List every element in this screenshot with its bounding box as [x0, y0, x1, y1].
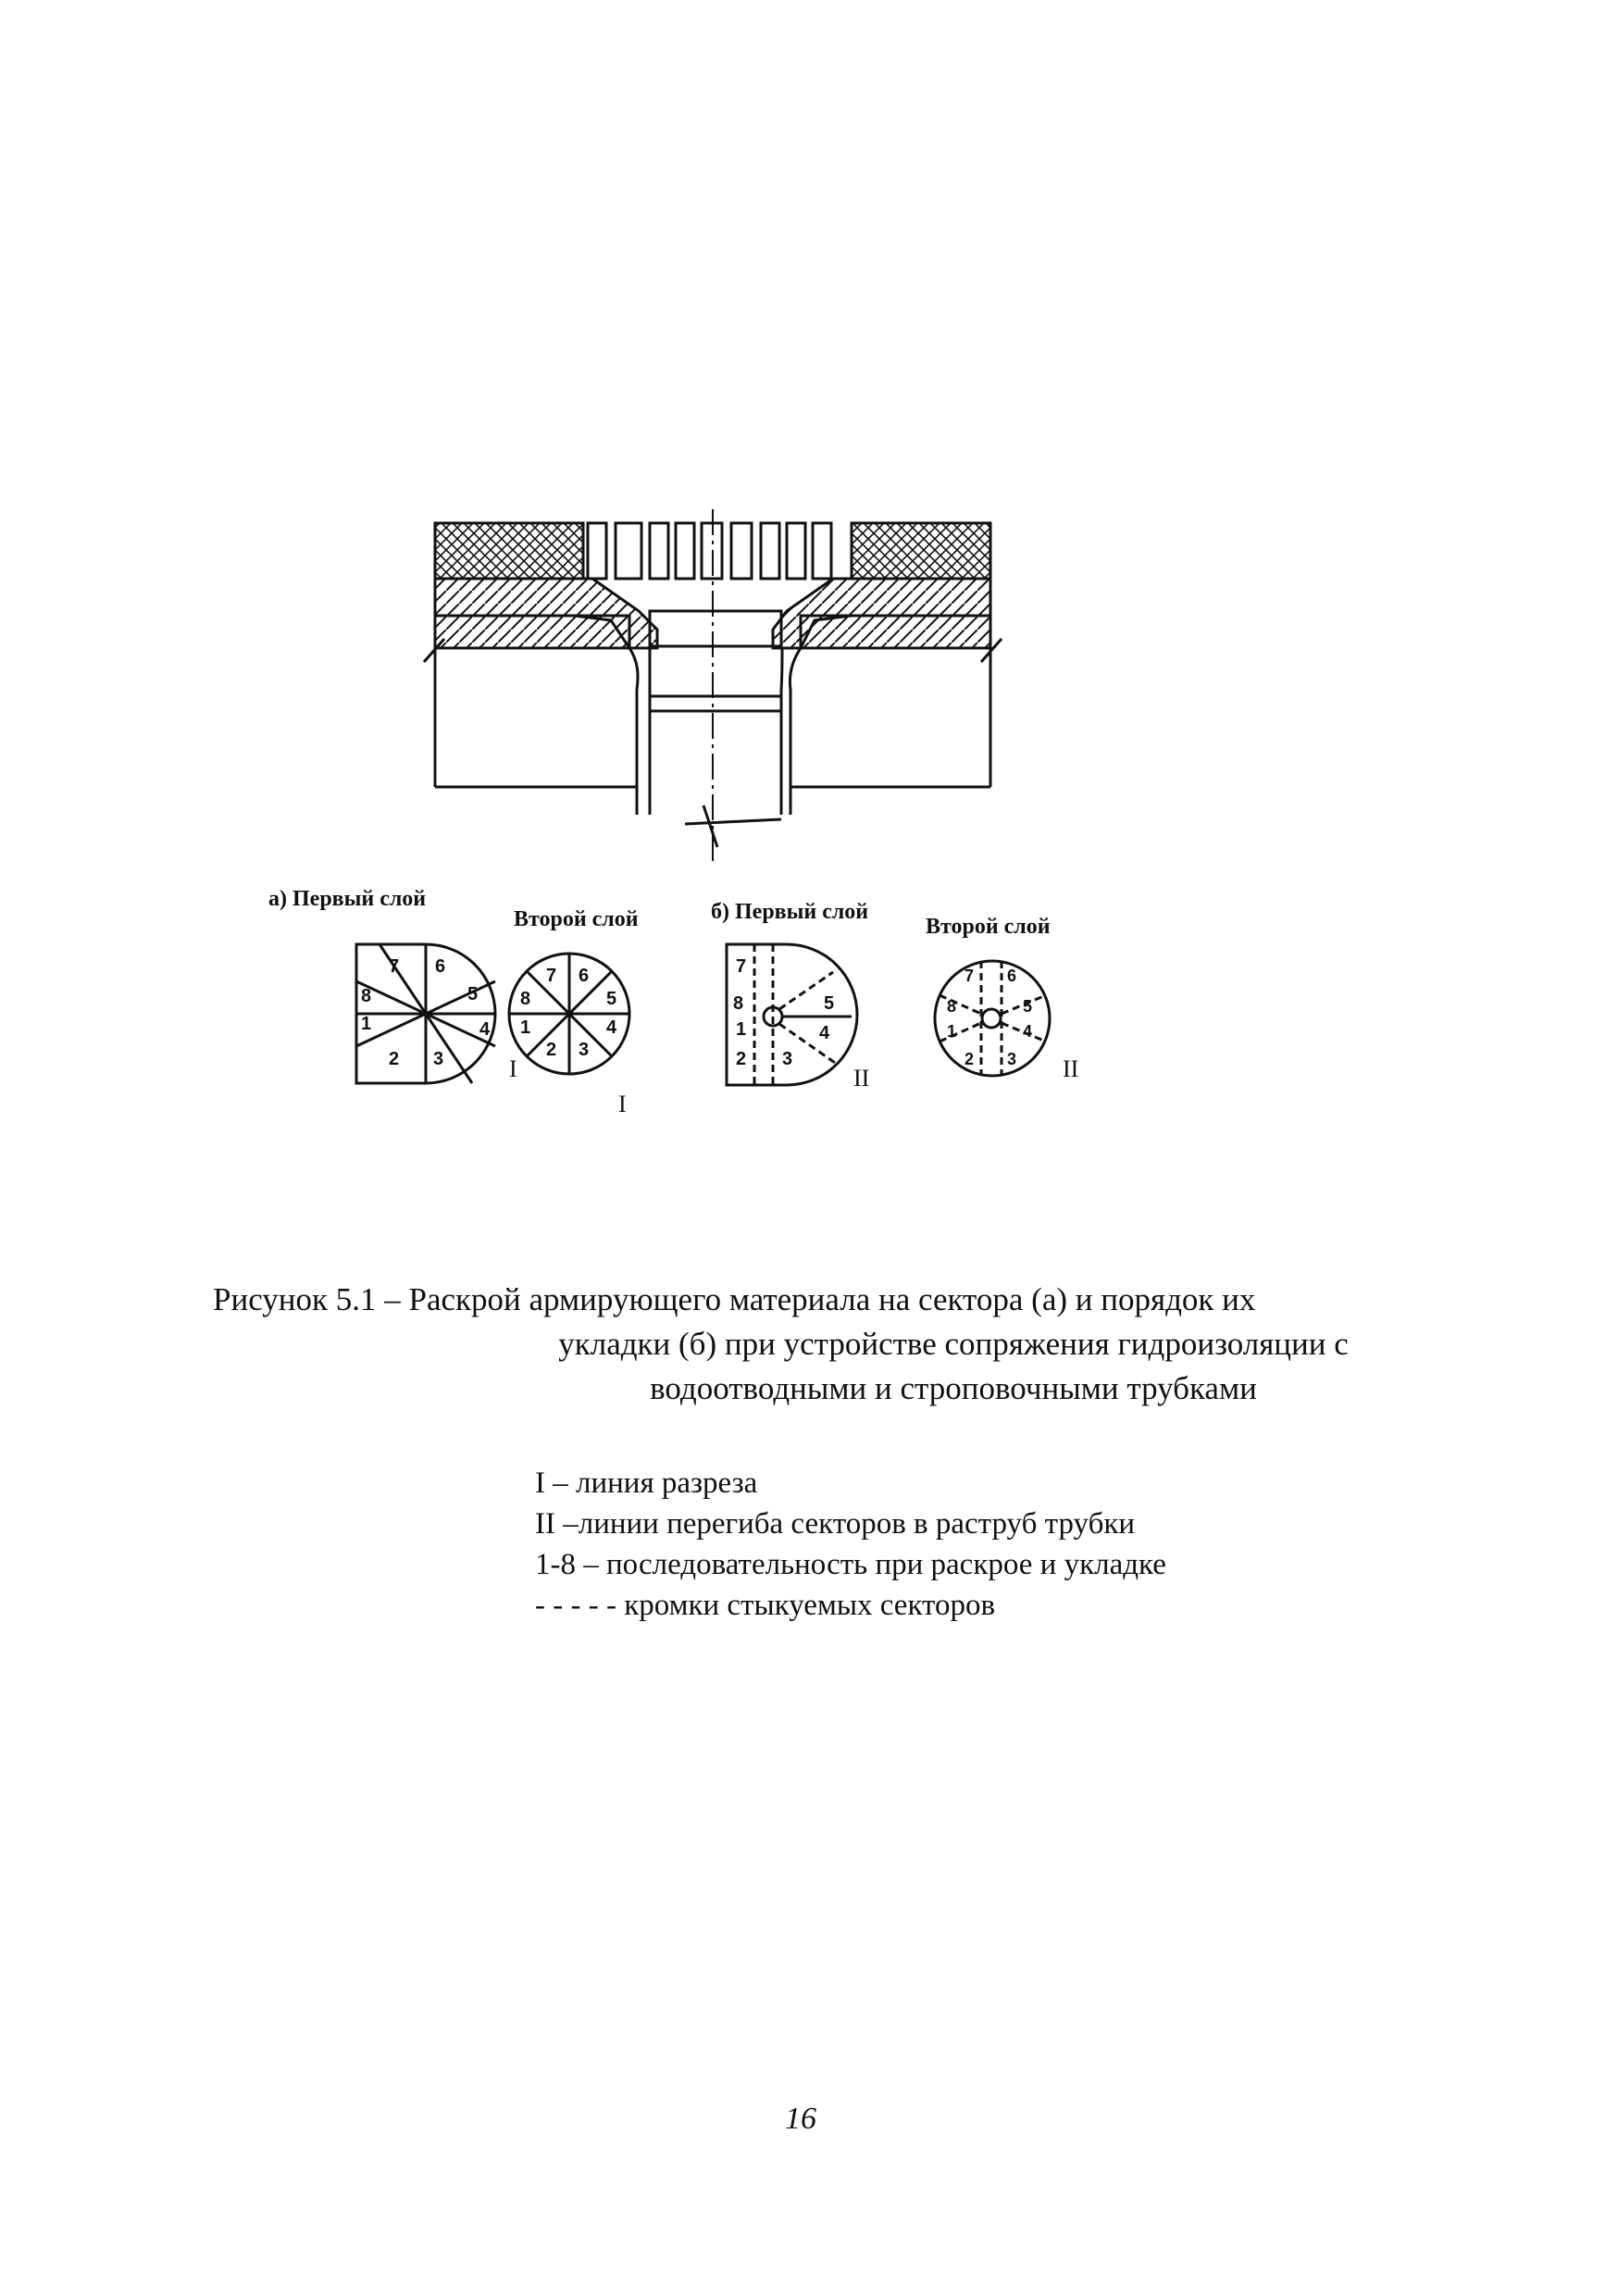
sector-number: 5	[606, 989, 617, 1009]
sector-number: 2	[389, 1049, 400, 1069]
sector-number: 8	[733, 993, 744, 1014]
roman-ii-label: II	[853, 1065, 870, 1092]
sector-number: 3	[1007, 1050, 1017, 1068]
caption-line-2: укладки (б) при устройстве сопряжения гидроизоляции с	[558, 1326, 1349, 1362]
cross-section-svg	[407, 500, 1092, 870]
roman-i-label: I	[509, 1055, 517, 1082]
roman-ii-label: II	[1063, 1055, 1079, 1082]
sector-number: 1	[736, 1019, 747, 1040]
sector-number: 5	[824, 993, 835, 1014]
section-a-second-layer-label: Второй слой	[514, 907, 639, 931]
slab-lower-right	[801, 616, 990, 648]
sector-a-first	[356, 944, 495, 1083]
section-b-second-layer-label: Второй слой	[926, 915, 1051, 939]
sector-number: 3	[433, 1049, 444, 1069]
sector-number: 3	[782, 1049, 793, 1069]
cross-section-drawing	[407, 500, 1092, 870]
sector-number: 7	[965, 967, 975, 985]
sector-number: 5	[467, 984, 479, 1004]
insulation-left	[435, 523, 583, 579]
slab-lower-left	[435, 616, 629, 648]
sector-number: 1	[947, 1022, 957, 1041]
sector-number: 8	[947, 997, 957, 1016]
sector-number: 6	[579, 966, 590, 986]
legend-item-sequence: 1-8 – последовательность при раскрое и укладке	[535, 1548, 1166, 1581]
sector-number: 7	[546, 966, 557, 986]
sectors-svg	[268, 880, 1101, 1129]
sector-number: 2	[546, 1040, 557, 1060]
sector-number: 4	[479, 1019, 491, 1040]
sector-number: 8	[361, 986, 372, 1006]
sector-number: 4	[1023, 1022, 1033, 1041]
caption-line-1: Рисунок 5.1 – Раскрой армирующего материала на сектора (а) и порядок их	[213, 1281, 1256, 1317]
section-b-first-layer-label: б) Первый слой	[711, 900, 869, 924]
sector-number: 6	[435, 956, 446, 977]
sector-number: 8	[520, 989, 531, 1009]
roman-i-label: I	[618, 1091, 627, 1117]
sector-number: 3	[579, 1040, 590, 1060]
sector-number: 1	[520, 1017, 531, 1038]
sector-a-second	[509, 954, 629, 1074]
figure-caption	[213, 1278, 1435, 1411]
caption-line-3: водоотводными и строповочными трубками	[650, 1370, 1257, 1406]
sector-number: 4	[606, 1017, 617, 1038]
sector-number: 1	[361, 1014, 372, 1034]
sector-number: 2	[965, 1050, 975, 1068]
insulation-right	[852, 523, 990, 579]
sector-diagrams	[268, 880, 1101, 1129]
sector-number: 2	[736, 1049, 747, 1069]
legend-item-fold-lines: II –линии перегиба секторов в раструб трубки	[535, 1507, 1136, 1541]
legend-item-cut-line: I – линия разреза	[535, 1466, 758, 1500]
sector-number: 7	[389, 956, 400, 977]
sector-number: 6	[1007, 967, 1017, 985]
sector-number: 5	[1023, 997, 1033, 1016]
legend	[535, 1463, 1166, 1626]
sector-number: 7	[736, 956, 747, 977]
sector-b-second	[935, 961, 1050, 1076]
section-a-first-layer-label: а) Первый слой	[268, 887, 427, 911]
legend-item-edges: - - - - - кромки стыкуемых секторов	[535, 1589, 996, 1622]
page-number: 16	[785, 2102, 816, 2136]
sector-number: 4	[819, 1023, 830, 1043]
slats	[588, 523, 831, 579]
